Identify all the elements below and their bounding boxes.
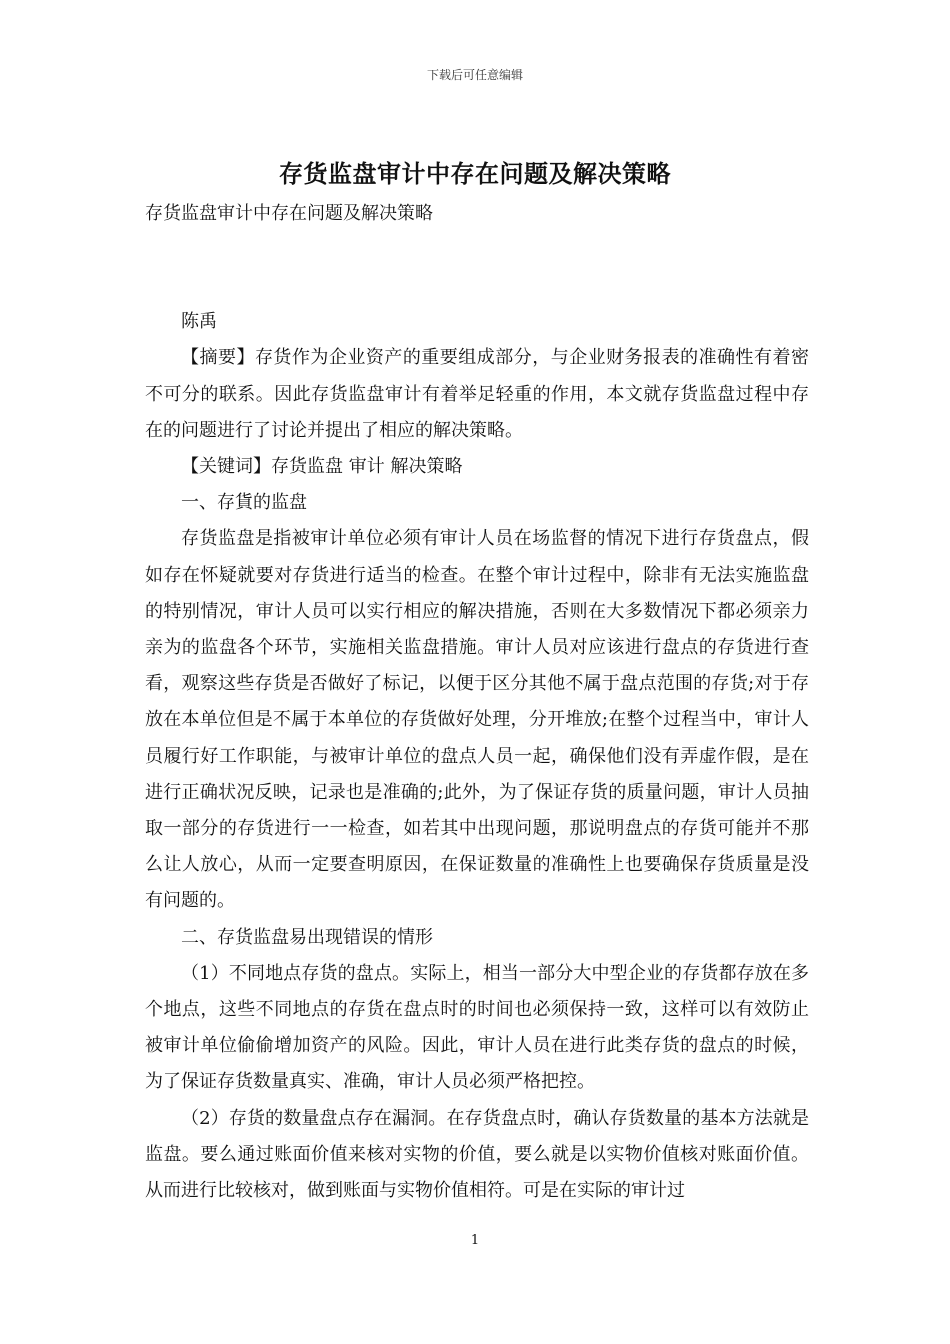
section1-paragraph: 存货监盘是指被审计单位必须有审计人员在场监督的情况下进行存货盘点，假如存在怀疑就要对存货进行适当的检查。在整个审计过程中，除非有无法实施监盘的特别情况，审计人员可以实行相应的解决措施，否则在大多数情况下都必须亲力亲为的监盘各个环节，实施相关监盘措施。审计人员对应该进行盘点的存货进行查看，观察这些存货是否做好了标记，以便于区分其他不属于盘点范围的存货;对于存放在本单位但是不属于本单位的存货做好处理，分开堆放;在整个过程当中，审计人员履行好工作职能，与被审计单位的盘点人员一起，确保他们没有弄虚作假，是在进行正确状况反映，记录也是准确的;此外，为了保证存货的质量问题，审计人员抽取一部分的存货进行一一检查，如若其中出现问题，那说明盘点的存货可能并不那么让人放心，从而一定要查明原因，在保证数量的准确性上也要确保存货质量是没有问题的。: [145, 528, 809, 912]
blank-spacer: [145, 232, 809, 304]
section1-heading: 一、存貨的监盘: [181, 492, 307, 514]
document-title: 存货监盘审计中存在问题及解决策略: [279, 159, 671, 188]
header-note: 下载后可任意编辑: [426, 68, 523, 82]
author: 陈禹: [181, 311, 217, 333]
section2-item2: （2）存货的数量盘点存在漏洞。在存货盘点时，确认存货数量的基本方法就是监盘。要么通过账面价值来核对实物的价值，要么就是以实物价值核对账面价值。从而进行比较核对，做到账面与实物价值相符。可是在实际的审计过: [145, 1107, 809, 1202]
section2-heading: 二、存货监盘易出现错误的情形: [181, 926, 433, 948]
page-number: 1: [470, 1233, 480, 1248]
keywords-paragraph: 【关键词】存货监盘 审计 解决策略: [181, 456, 463, 478]
section2-item1: （1）不同地点存货的盘点。实际上，相当一部分大中型企业的存货都存放在多个地点，这些不同地点的存货在盘点时的时间也必须保持一致，这样可以有效防止被审计单位偷偷增加资产的风险。因此，审计人员在进行此类存货的盘点的时候，为了保证存货数量真实、准确，审计人员必须严格把控。: [145, 962, 809, 1093]
document-body: [145, 196, 809, 1209]
abstract-paragraph: 【摘要】存货作为企业资产的重要组成部分，与企业财务报表的准确性有着密不可分的联系。因此存货监盘审计有着举足轻重的作用，本文就存货监盘过程中存在的问题进行了讨论并提出了相应的解决策略。: [145, 347, 809, 441]
subtitle: 存货监盘审计中存在问题及解决策略: [145, 203, 433, 224]
